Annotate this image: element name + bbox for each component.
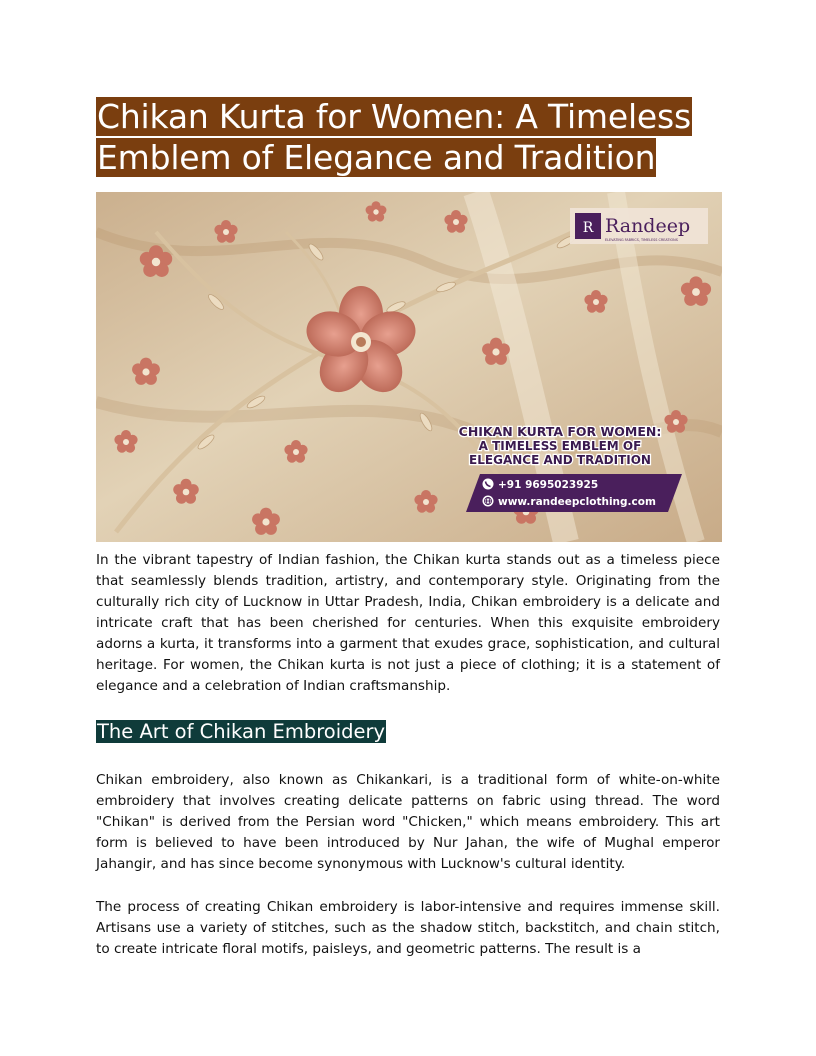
hero-image xyxy=(96,192,722,542)
hero-headline xyxy=(459,424,662,467)
brand-tagline: ELEVATING FABRICS, TIMELESS CREATIONS xyxy=(605,238,678,242)
hero-headline-line2: A TIMELESS EMBLEM OF xyxy=(478,439,642,453)
phone-icon xyxy=(483,479,494,490)
contact-banner xyxy=(466,474,682,512)
section-paragraph-2: The process of creating Chikan embroidery is labor-intensive and requires immense skill. Artisans use a variety of stitches, such as the shadow stitch, backstitch, and chain stitch, to create intricate floral motifs, paisleys, and geometric patterns. The result is a xyxy=(96,899,720,957)
svg-text:R: R xyxy=(582,220,594,236)
brand-logo xyxy=(570,208,708,244)
section-paragraph-1: Chikan embroidery, also known as Chikankari, is a traditional form of white-on-white embroidery that involves creating delicate patterns on fabric using thread. The word "Chikan" is derived from the Persian word "Chicken," which means embroidery. This art form is believed to have been introduced by Nur Jahan, the wife of Mughal emperor Jahangir, and has since become synonymous with Lucknow's cultural identity. xyxy=(96,772,720,872)
brand-name: Randeep xyxy=(605,215,691,237)
section-heading xyxy=(96,718,386,746)
intro-paragraph: In the vibrant tapestry of Indian fashion, the Chikan kurta stands out as a timeless piece that seamlessly blends tradition, artistry, and contemporary style. Originating from the culturally rich city of Lucknow in Uttar Pradesh, India, Chikan embroidery is a delicate and intricate craft that has been cherished for centuries. When this exquisite embroidery adorns a kurta, it transforms into a garment that exudes grace, sophistication, and cultural heritage. For women, the Chikan kurta is not just a piece of clothing; it is a statement of elegance and a celebration of Indian craftsmanship. xyxy=(96,552,720,694)
page-title xyxy=(96,96,736,178)
title-text: Chikan Kurta for Women: A Timeless Emblem of Elegance and Tradition xyxy=(97,97,692,177)
hero-phone: +91 9695023925 xyxy=(498,479,599,491)
globe-icon xyxy=(483,496,494,507)
section-heading-text: The Art of Chikan Embroidery xyxy=(97,720,386,743)
hero-headline-line1: CHIKAN KURTA FOR WOMEN: xyxy=(458,424,662,439)
hero-headline-line3: ELEGANCE AND TRADITION xyxy=(469,453,651,467)
hero-website: www.randeepclothing.com xyxy=(498,496,656,508)
